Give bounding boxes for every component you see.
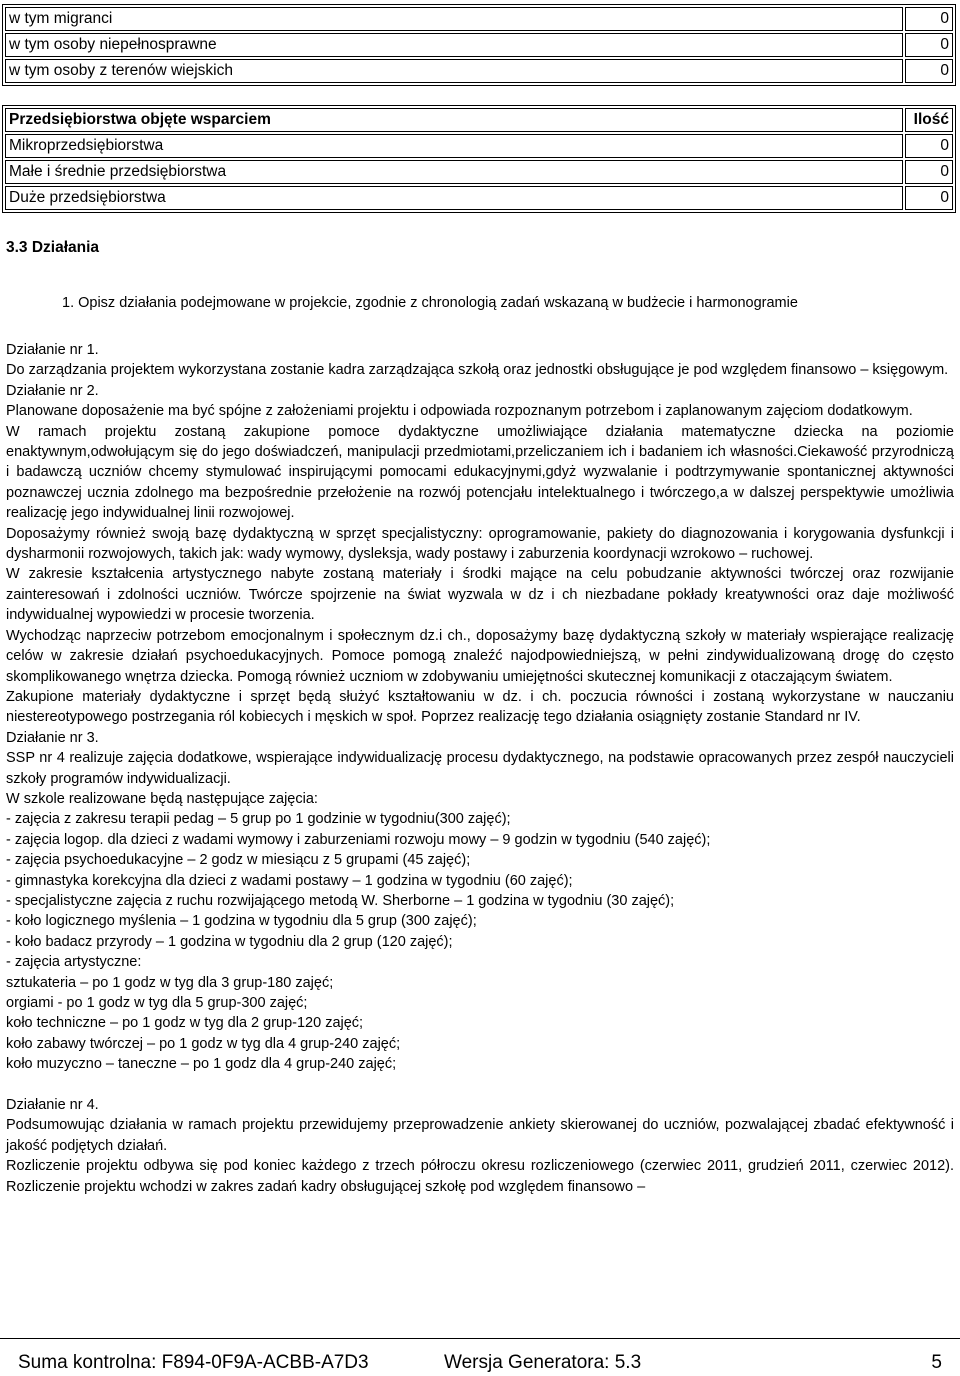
checksum-text: Suma kontrolna: F894-0F9A-ACBB-A7D3 (18, 1352, 369, 1373)
row-label: w tym osoby z terenów wiejskich (5, 59, 903, 83)
paragraph: Podsumowując działania w ramach projektu przewidujemy przeprowadzenie ankiety skierowanej do uczniów, pozwalającej zbadać efektywność i jakość podjętych działań. (6, 1117, 954, 1154)
blank-line (6, 1075, 954, 1095)
paragraph: - zajęcia psychoedukacyjne – 2 godz w miesiącu z 5 grupami (45 zajęć); (6, 852, 471, 869)
row-value: 0 (905, 186, 953, 210)
paragraph: Wychodząc naprzeciw potrzebom emocjonalnym i społecznym dz.i ch., doposażymy bazę dydaktyczną szkoły w materiały wspierające realizację celów w zakresie działań psychoedukacyjnych. Pomoce pomogą znaleźć najodpowiedniejszą, w pełni zindywidualizowaną drogę do często skomplikowanego wnętrza dziecka. Pomogą również uczniom w zdobywaniu umiejętności skutecznej komunikacji z otaczającym światem. (6, 627, 954, 685)
paragraph: - koło badacz przyrody – 1 godzina w tygodniu dla 2 grup (120 zajęć); (6, 933, 453, 950)
row-label: w tym osoby niepełnosprawne (5, 33, 903, 57)
paragraph: Zakupione materiały dydaktyczne i sprzęt będą służyć kształtowaniu w dz. i ch. poczucia równości i zostaną wykorzystane w nauczaniu niestereotypowego postrzegania ról kobiecych i męskich w społ. Poprzez realizację tego działania osiągnięty zostanie Standard nr IV. (6, 688, 954, 726)
row-label: Mikroprzedsiębiorstwa (5, 134, 903, 158)
paragraph: - zajęcia z zakresu terapii pedag – 5 grup po 1 godzinie w tygodniu(300 zajęć); (6, 811, 511, 828)
participants-table (2, 4, 956, 86)
paragraph: - koło logicznego myślenia – 1 godzina w tygodniu dla 5 grup (300 zajęć); (6, 913, 477, 930)
footer-divider (0, 1338, 960, 1339)
paragraph: koło techniczne – po 1 godz w tyg dla 2 grup-120 zajęć; (6, 1015, 364, 1032)
actions-description (6, 340, 954, 1197)
row-label: Duże przedsiębiorstwa (5, 186, 903, 210)
paragraph: Działanie nr 2. (6, 382, 99, 399)
table-row (5, 59, 953, 83)
paragraph: W ramach projektu zostaną zakupione pomoce dydaktyczne umożliwiające działania matematyczne dziecka na poziomie enaktywnym,odwołującym się do jego doświadczeń, manipulacji przedmiotami,przeliczaniem ich i badaniem ich własności.Ciekawość przyrodniczą i badawczą uczniów chcemy stymulować inspirującymi pomocami edukacyjnymi,gdyż wyzwalanie i podtrzymywanie spontanicznej aktywności poznawczej ucznia zdolnego ma bezpośrednie przełożenie na rozwój potencjału intelektualnego i twórczego,a w dalszej perspektywie umożliwia realizację jego indywidualnej linii rozwojowej. (6, 423, 954, 522)
paragraph: - specjalistyczne zajęcia z ruchu rozwijającego metodą W. Sherborne – 1 godzina w tygodniu (30 zajęć); (6, 892, 675, 909)
table-row (5, 134, 953, 158)
paragraph: W zakresie kształcenia artystycznego nabyte zostaną materiały i środki mające na celu pobudzanie aktywności twórczej oraz rozwijanie zainteresowań i zdolności uczniów. Twórcze spojrzenie na świat wyzwala w dz i ch niezbadane pokłady kreatywności oraz daje możliwość indywidualnej wypowiedzi w procesie tworzenia. (6, 566, 954, 624)
paragraph: orgiami - po 1 godz w tyg dla 5 grup-300 zajęć; (6, 995, 308, 1011)
page-footer (0, 1338, 960, 1376)
header-value: Ilość (905, 108, 953, 132)
table-row (5, 7, 953, 31)
paragraph: Działanie nr 3. (6, 729, 99, 746)
paragraph: sztukateria – po 1 godz w tyg dla 3 grup-180 zajęć; (6, 974, 334, 991)
paragraph: Działanie nr 4. (6, 1097, 99, 1114)
section-title: 3.3 Działania (6, 239, 100, 256)
enterprises-table (2, 105, 956, 213)
row-label: Małe i średnie przedsiębiorstwa (5, 160, 903, 184)
paragraph: SSP nr 4 realizuje zajęcia dodatkowe, wspierające indywidualizację procesu dydaktycznego, na podstawie opracowanych przez zespół nauczycieli szkoły programów indywidualizacji. (6, 750, 954, 787)
table-row (5, 33, 953, 57)
row-value: 0 (905, 7, 953, 31)
table-row (5, 186, 953, 210)
header-label: Przedsiębiorstwa objęte wsparciem (5, 108, 903, 132)
generator-version: Wersja Generatora: 5.3 (444, 1352, 642, 1373)
paragraph: Do zarządzania projektem wykorzystana zostanie kadra zarządzająca szkołą oraz jednostki obsługujące je pod względem finansowo – księgowym. (6, 362, 949, 379)
table-row (5, 160, 953, 184)
paragraph: Doposażymy również swoją bazę dydaktyczną w sprzęt specjalistyczny: oprogramowanie, pakiety do diagnozowania i korygowania dysfunkcji i dysharmonii rozwojowych, takich jak: wady wymowy, dysleksja, wady postawy i zaburzenia koordynacji wzrokowo – ruchowej. (6, 525, 954, 563)
paragraph: Rozliczenie projektu odbywa się pod koniec każdego z trzech półroczu okresu rozliczeniowego (czerwiec 2011, grudzień 2011, czerwiec 2012). Rozliczenie projektu wchodzi w zakres zadań kadry obsługującej szkołę pod względem finansowo – (6, 1158, 954, 1195)
row-value: 0 (905, 160, 953, 184)
table-header-row (5, 108, 953, 132)
row-value: 0 (905, 59, 953, 83)
paragraph: W szkole realizowane będą następujące zajęcia: (6, 790, 318, 807)
paragraph: koło muzyczno – taneczne – po 1 godz dla 4 grup-240 zajęć; (6, 1056, 397, 1073)
paragraph: - zajęcia logop. dla dzieci z wadami wymowy i zaburzeniami rozwoju mowy – 9 godzin w tygodniu (540 zajęć); (6, 831, 711, 848)
paragraph: koło zabawy twórczej – po 1 godz w tyg dla 4 grup-240 zajęć; (6, 1035, 401, 1052)
row-label: w tym migranci (5, 7, 903, 31)
paragraph: - zajęcia artystyczne: (6, 954, 142, 971)
row-value: 0 (905, 134, 953, 158)
paragraph: - gimnastyka korekcyjna dla dzieci z wadami postawy – 1 godzina w tygodniu (60 zajęć); (6, 872, 573, 889)
paragraph: Planowane doposażenie ma być spójne z założeniami projektu i odpowiada rozpoznanym potrzebom i zaplanowanym zajęciom dodatkowym. (6, 403, 913, 420)
page-number: 5 (931, 1352, 942, 1373)
row-value: 0 (905, 33, 953, 57)
section-question: 1. Opisz działania podejmowane w projekcie, zgodnie z chronologią zadań wskazaną w budżecie i harmonogramie (62, 295, 798, 311)
paragraph: Działanie nr 1. (6, 342, 99, 358)
